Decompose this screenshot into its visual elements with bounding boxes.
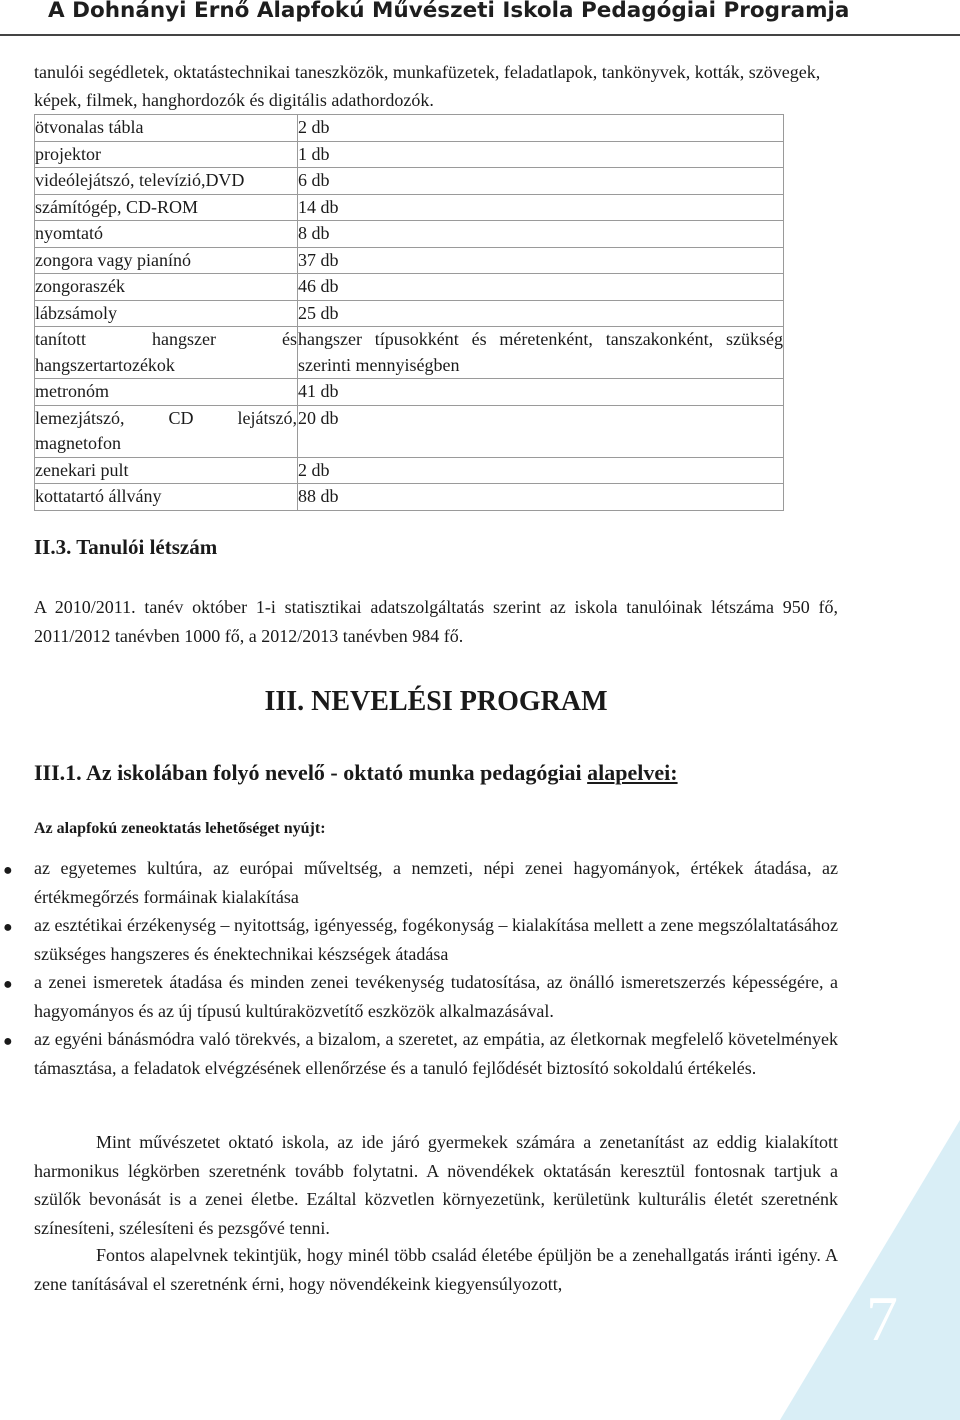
principles-list xyxy=(3,854,838,1082)
table-row xyxy=(35,457,784,484)
paragraph-2: Fontos alapelvnek tekintjük, hogy minél több család életébe épüljön be a zenehallgatás iránti igény. A zene tanításával el szeretnénk érni, hogy növendékeink kiegyensúlyozott, xyxy=(34,1245,838,1294)
section-heading-nevelesi-program: III. NEVELÉSI PROGRAM xyxy=(264,686,608,717)
list-item-text: az egyetemes kultúra, az európai műveltség, a nemzeti, népi zenei hagyományok, értékek átadása, az értékmegőrzés formáinak kialakítása xyxy=(34,858,838,907)
equipment-item-cell: videólejátszó, televízió,DVD xyxy=(35,168,298,195)
equipment-quantity-cell: 20 db xyxy=(298,405,784,457)
equipment-quantity-cell: 88 db xyxy=(298,484,784,511)
subheading-underlined: alapelvei: xyxy=(587,760,678,785)
table-row xyxy=(35,168,784,195)
table-row xyxy=(35,221,784,248)
equipment-quantity-cell: 25 db xyxy=(298,300,784,327)
equipment-quantity-cell: 2 db xyxy=(298,115,784,142)
table-row xyxy=(35,274,784,301)
equipment-item-cell: nyomtató xyxy=(35,221,298,248)
equipment-item-cell: projektor xyxy=(35,141,298,168)
table-row xyxy=(35,141,784,168)
bullet-icon: ● xyxy=(3,976,13,993)
equipment-item-cell: tanított hangszer és hangszertartozékok xyxy=(35,327,298,379)
bullet-icon: ● xyxy=(3,919,13,936)
equipment-table-body xyxy=(35,115,784,511)
list-item xyxy=(3,854,838,911)
equipment-quantity-cell: 41 db xyxy=(298,379,784,406)
equipment-quantity-cell: 6 db xyxy=(298,168,784,195)
table-row xyxy=(35,327,784,379)
table-row xyxy=(35,379,784,406)
table-row xyxy=(35,115,784,142)
list-item-text: a zenei ismeretek átadása és minden zenei tevékenység tudatosítása, az önálló ismeretszerzés képességére, a hagyományos és az új típusú kultúraközvetítő eszközök alkalmazásával. xyxy=(34,972,838,1021)
list-item xyxy=(3,1025,838,1082)
list-item xyxy=(3,968,838,1025)
page-header xyxy=(0,0,960,36)
table-row xyxy=(35,194,784,221)
header-title: A Dohnányi Ernő Alapfokú Művészeti Iskola Pedagógiai Programja xyxy=(48,0,850,23)
header-rule xyxy=(0,34,960,36)
table-row xyxy=(35,300,784,327)
equipment-quantity-cell: 2 db xyxy=(298,457,784,484)
equipment-quantity-cell: 14 db xyxy=(298,194,784,221)
equipment-quantity-cell: hangszer típusokként és méretenként, tanszakonként, szükség szerinti mennyiségben xyxy=(298,327,784,379)
equipment-item-cell: számítógép, CD-ROM xyxy=(35,194,298,221)
equipment-quantity-cell: 8 db xyxy=(298,221,784,248)
list-item-text: az esztétikai érzékenység – nyitottság, igényesség, fogékonyság – kialakítása mellett a zene megszólaltatásához szükséges hangszeres és énektechnikai készségek átadása xyxy=(34,915,838,964)
page-number: 7 xyxy=(866,1283,898,1354)
subsection-heading-alapelvek xyxy=(34,760,838,786)
student-count-text: A 2010/2011. tanév október 1-i statisztikai adatszolgáltatás szerint az iskola tanulóinak létszáma 950 fő, 2011/2012 tanévben 1000 fő, a 2012/2013 tanévben 984 fő. xyxy=(34,597,838,646)
bullet-icon: ● xyxy=(3,862,13,879)
equipment-quantity-cell: 46 db xyxy=(298,274,784,301)
list-item xyxy=(3,911,838,968)
section-heading-tanuloi-letszam: II.3. Tanulói létszám xyxy=(34,535,218,559)
bullet-icon: ● xyxy=(3,1033,13,1050)
equipment-item-cell: ötvonalas tábla xyxy=(35,115,298,142)
list-item-text: az egyéni bánásmódra való törekvés, a bizalom, a szeretet, az empátia, az életkornak megfelelő követelmények támasztása, a feladatok elvégzésének ellenőrzése és a tanuló fejlődését biztosító sokoldalú értékelés. xyxy=(34,1029,838,1078)
equipment-table xyxy=(34,114,784,511)
equipment-item-cell: zongoraszék xyxy=(35,274,298,301)
paragraph-1: Mint művészetet oktató iskola, az ide járó gyermekek számára a zenetanítást az eddig kialakított harmonikus légkörben szeretnénk tovább folytatni. A növendékek oktatásán keresztül fontosnak tartjuk a szülők bevonását is a zenei életbe. Ezáltal közvetlen környezetünk, kerületünk kulturális életét szeretnénk színesíteni, szélesíteni és pezsgővé tenni. xyxy=(34,1132,838,1238)
table-row xyxy=(35,247,784,274)
equipment-item-cell: kottatartó állvány xyxy=(35,484,298,511)
equipment-item-cell: lemezjátszó, CD lejátszó, magnetofon xyxy=(35,405,298,457)
table-row xyxy=(35,405,784,457)
equipment-quantity-cell: 1 db xyxy=(298,141,784,168)
equipment-item-cell: lábzsámoly xyxy=(35,300,298,327)
equipment-item-cell: metronóm xyxy=(35,379,298,406)
lead-text: Az alapfokú zeneoktatás lehetőséget nyújt: xyxy=(34,820,326,837)
equipment-quantity-cell: 37 db xyxy=(298,247,784,274)
intro-text: tanulói segédletek, oktatástechnikai taneszközök, munkafüzetek, feladatlapok, tankönyvek, kották, szövegek, képek, filmek, hanghordozók és digitális adathordozók. xyxy=(34,62,821,110)
subheading-text: III.1. Az iskolában folyó nevelő - oktató munka pedagógiai xyxy=(34,760,588,785)
equipment-item-cell: zongora vagy pianínó xyxy=(35,247,298,274)
table-row xyxy=(35,484,784,511)
equipment-item-cell: zenekari pult xyxy=(35,457,298,484)
